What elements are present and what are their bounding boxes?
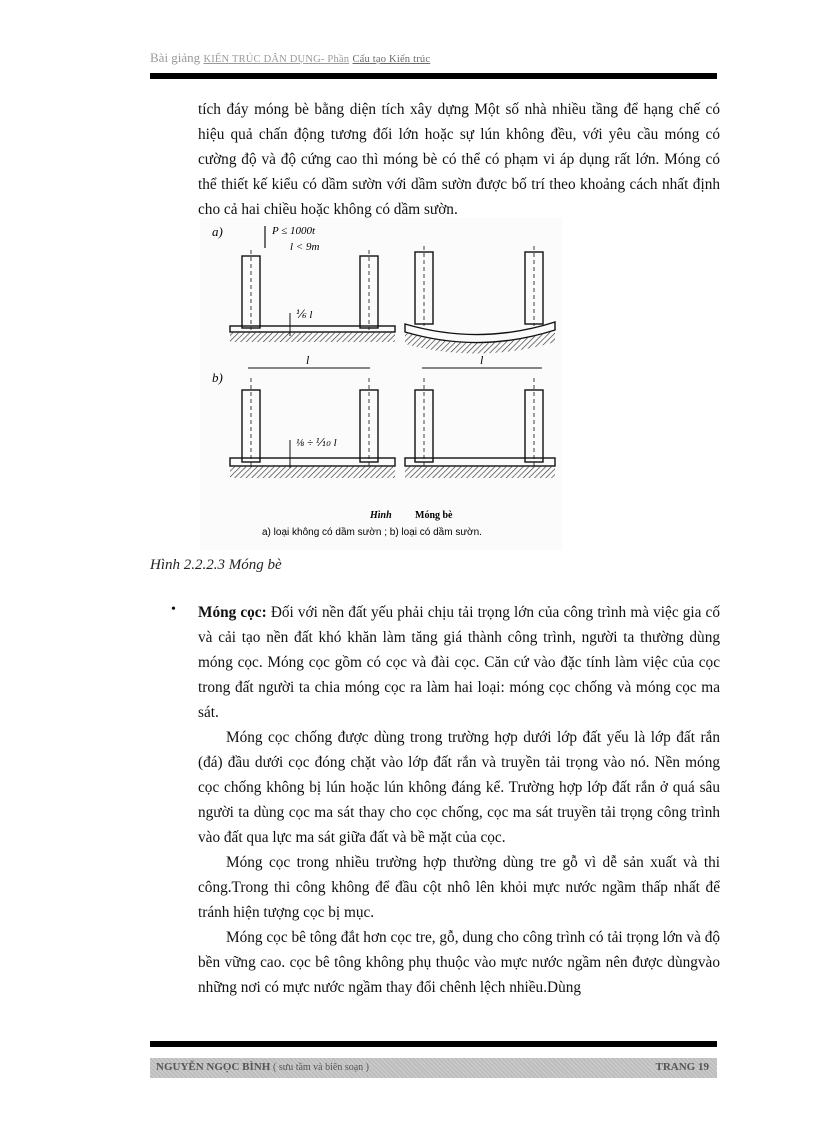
label-a: a)	[212, 224, 223, 239]
footer-author-block	[156, 1061, 369, 1073]
figure-subcaption: a) loại không có dầm sườn ; b) loại có dầm sườn.	[262, 527, 482, 538]
paragraph-tre-go: Móng cọc trong nhiều trường hợp thường dùng tre gỗ vì dễ sản xuất và thi công.Trong thi công không để đầu cột nhô lên khỏi mực nước ngầm thấp nhất để tránh hiện tượng cọc bị mục.	[198, 854, 720, 921]
soil-b-right	[405, 466, 555, 478]
section-text: Đối với nền đất yếu phải chịu tải trọng lớn của công trình mà việc gia cố và cải tạo nền đất khó khăn làm tăng giá thành công trình, người ta thường dùng móng cọc. Móng cọc gồm có cọc và đài cọc. Căn cứ vào đặc tính làm việc của cọc trong đất người ta chia móng cọc ra làm hai loại: móng cọc chống và móng cọc ma sát.	[198, 604, 720, 721]
figure-caption: Hình 2.2.2.3 Móng bè	[150, 557, 282, 573]
figure-title-right: Móng bè	[415, 510, 453, 521]
raft-foundation-figure	[200, 218, 562, 550]
span-label-b-left: l	[306, 353, 310, 367]
header-rule	[150, 73, 717, 79]
soil-b-left	[230, 466, 395, 478]
header-lead: Bài giảng	[150, 50, 201, 65]
header-course: KIẾN TRÚC DÂN DỤNG- Phần	[203, 54, 350, 65]
span-label-b-right: l	[480, 353, 484, 367]
paragraph-coc-chong: Móng cọc chống được dùng trong trường hợp dưới lớp đất yếu là lớp đất rắn (đá) đầu dưới cọc đóng chặt vào lớp đất rắn và truyền tải trọng vào nó. Nền móng cọc chống không bị lún hoặc lún không đáng kể. Trường hợp lớp đất rắn ở quá sâu người ta dùng cọc ma sát thay cho cọc chống, cọc ma sát truyền tải trọng công trình vào đất qua lực ma sát giữa đất và bề mặt của cọc.	[198, 729, 720, 846]
figure-title-left: Hình	[370, 510, 392, 521]
paragraph-be-tong: Móng cọc bê tông đắt hơn cọc tre, gỗ, dung cho công trình có tải trọng lớn và độ bền vững cao. cọc bê tông không phụ thuộc vào mực nước ngầm nên được dùngvào những nơi có mực nước ngầm thay đổi chênh lệch nhiều.Dùng	[198, 929, 720, 996]
footer-note: ( sưu tầm và biên soạn )	[273, 1062, 369, 1073]
label-b: b)	[212, 370, 223, 385]
dim-label-b: ⅛ ÷ ⅒ l	[296, 437, 337, 449]
page-number: TRANG 19	[655, 1061, 709, 1073]
paragraph-intro: tích đáy móng bè bằng diện tích xây dựng Một số nhà nhiều tầng để hạng chế có hiệu quả chấn động tương đối lớn hoặc sự lún không đều, với yêu cầu móng có cường độ và độ cứng cao thì móng bè có thể có phạm vi áp dụng rất lớn. Móng có thể thiết kế kiểu có dầm sườn với dầm sườn được bố trí theo khoảng cách nhất định cho cả hai chiều hoặc không có dầm sườn.	[198, 101, 720, 218]
footer-rule	[150, 1041, 717, 1047]
dim-label-a: ⅙ l	[296, 309, 313, 321]
header-part: Cấu tạo Kiến trúc	[352, 54, 431, 65]
section-mong-coc	[198, 600, 720, 725]
section-term: Móng cọc:	[198, 604, 267, 621]
footer-author: NGUYỄN NGỌC BÌNH	[156, 1061, 271, 1073]
soil-a-left	[230, 332, 395, 342]
page-header	[150, 50, 430, 66]
bullet-icon: •	[171, 602, 176, 617]
load-label: P ≤ 1000t	[272, 225, 316, 237]
figure-background	[200, 218, 562, 550]
page-footer	[150, 1058, 717, 1078]
span-label-a: l < 9m	[290, 241, 320, 253]
